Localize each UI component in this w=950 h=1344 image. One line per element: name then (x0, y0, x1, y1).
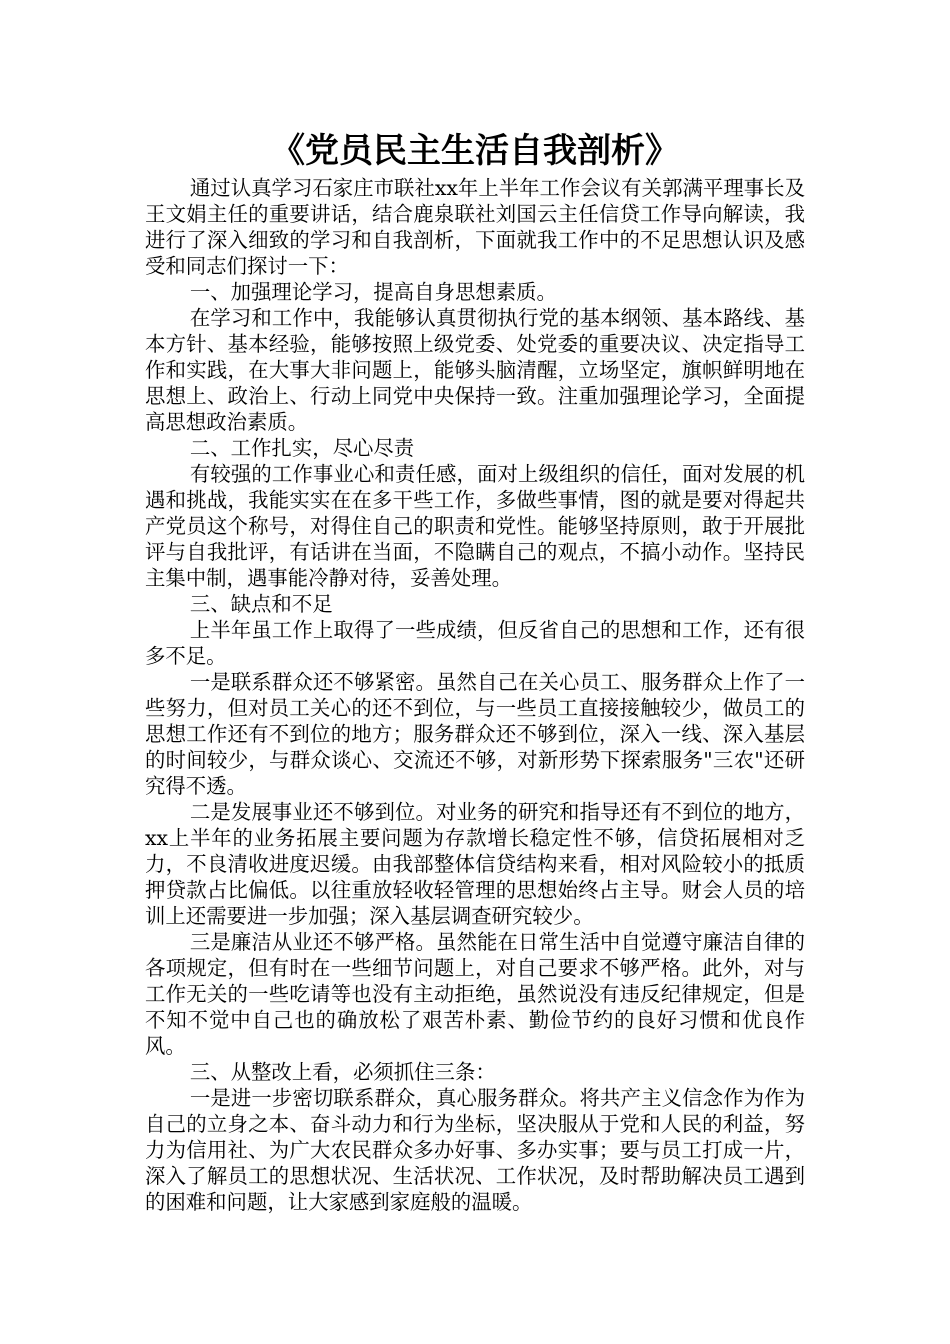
body-paragraph: 有较强的工作事业心和责任感，面对上级组织的信任，面对发展的机遇和挑战，我能实实在在多干些工作，多做些事情，图的就是要对得起共产党员这个称号，对得住自己的职责和党性。能够坚持原则，敢于开展批评与自我批评，有话讲在当面，不隐瞒自己的观点，不搞小动作。坚持民主集中制，遇事能冷静对待，妥善处理。 (145, 462, 805, 590)
intro-paragraph: 通过认真学习石家庄市联社xx年上半年工作会议有关郭满平理事长及王文娟主任的重要讲话，结合鹿泉联社刘国云主任信贷工作导向解读，我进行了深入细致的学习和自我剖析，下面就我工作中的不足思想认识及感受和同志们探讨一下： (145, 176, 805, 278)
body-paragraph: 三是廉洁从业还不够严格。虽然能在日常生活中自觉遵守廉洁自律的各项规定，但有时在一些细节问题上，对自己要求不够严格。此外，对与工作无关的一些吃请等也没有主动拒绝，虽然说没有违反纪律规定，但是不知不觉中自己也的确放松了艰苦朴素、勤俭节约的良好习惯和优良作风。 (145, 930, 805, 1058)
document-title: 《党员民主生活自我剖析》 (271, 131, 679, 171)
body-paragraph: 在学习和工作中，我能够认真贯彻执行党的基本纲领、基本路线、基本方针、基本经验，能够按照上级党委、处党委的重要决议、决定指导工作和实践，在大事大非问题上，能够头脑清醒，立场坚定，旗帜鲜明地在思想上、政治上、行动上同党中央保持一致。注重加强理论学习，全面提高思想政治素质。 (145, 306, 805, 434)
body-paragraph: 二是发展事业还不够到位。对业务的研究和指导还有不到位的地方，xx上半年的业务拓展主要问题为存款增长稳定性不够，信贷拓展相对乏力，不良清收进度迟缓。由我部整体信贷结构来看，相对风险较小的抵质押贷款占比偏低。以往重放轻收轻管理的思想始终占主导。财会人员的培训上还需要进一步加强；深入基层调查研究较少。 (145, 800, 805, 928)
document-body (145, 175, 805, 1215)
section-heading-4: 三、从整改上看，必须抓住三条： (189, 1060, 496, 1084)
section-heading-2: 二、工作扎实，尽心尽责 (189, 436, 415, 460)
body-paragraph: 一是联系群众还不够紧密。虽然自己在关心员工、服务群众上作了一些努力，但对员工关心的还不到位，与一些员工直接接触较少，做员工的思想工作还有不到位的地方；服务群众还不够到位，深入一线、深入基层的时间较少，与群众谈心、交流还不够，对新形势下探索服务"三农"还研究得不透。 (145, 670, 805, 798)
body-paragraph: 上半年虽工作上取得了一些成绩，但反省自己的思想和工作，还有很多不足。 (145, 618, 805, 668)
section-heading-3: 三、缺点和不足 (189, 592, 333, 616)
body-paragraph: 一是进一步密切联系群众，真心服务群众。将共产主义信念作为作为自己的立身之本、奋斗动力和行为坐标，坚决服从于党和人民的利益，努力为信用社、为广大农民群众多办好事、多办实事；要与员工打成一片，深入了解员工的思想状况、生活状况、工作状况，及时帮助解决员工遇到的困难和问题，让大家感到家庭般的温暖。 (145, 1086, 805, 1214)
section-heading-1: 一、加强理论学习，提高自身思想素质。 (189, 280, 557, 304)
